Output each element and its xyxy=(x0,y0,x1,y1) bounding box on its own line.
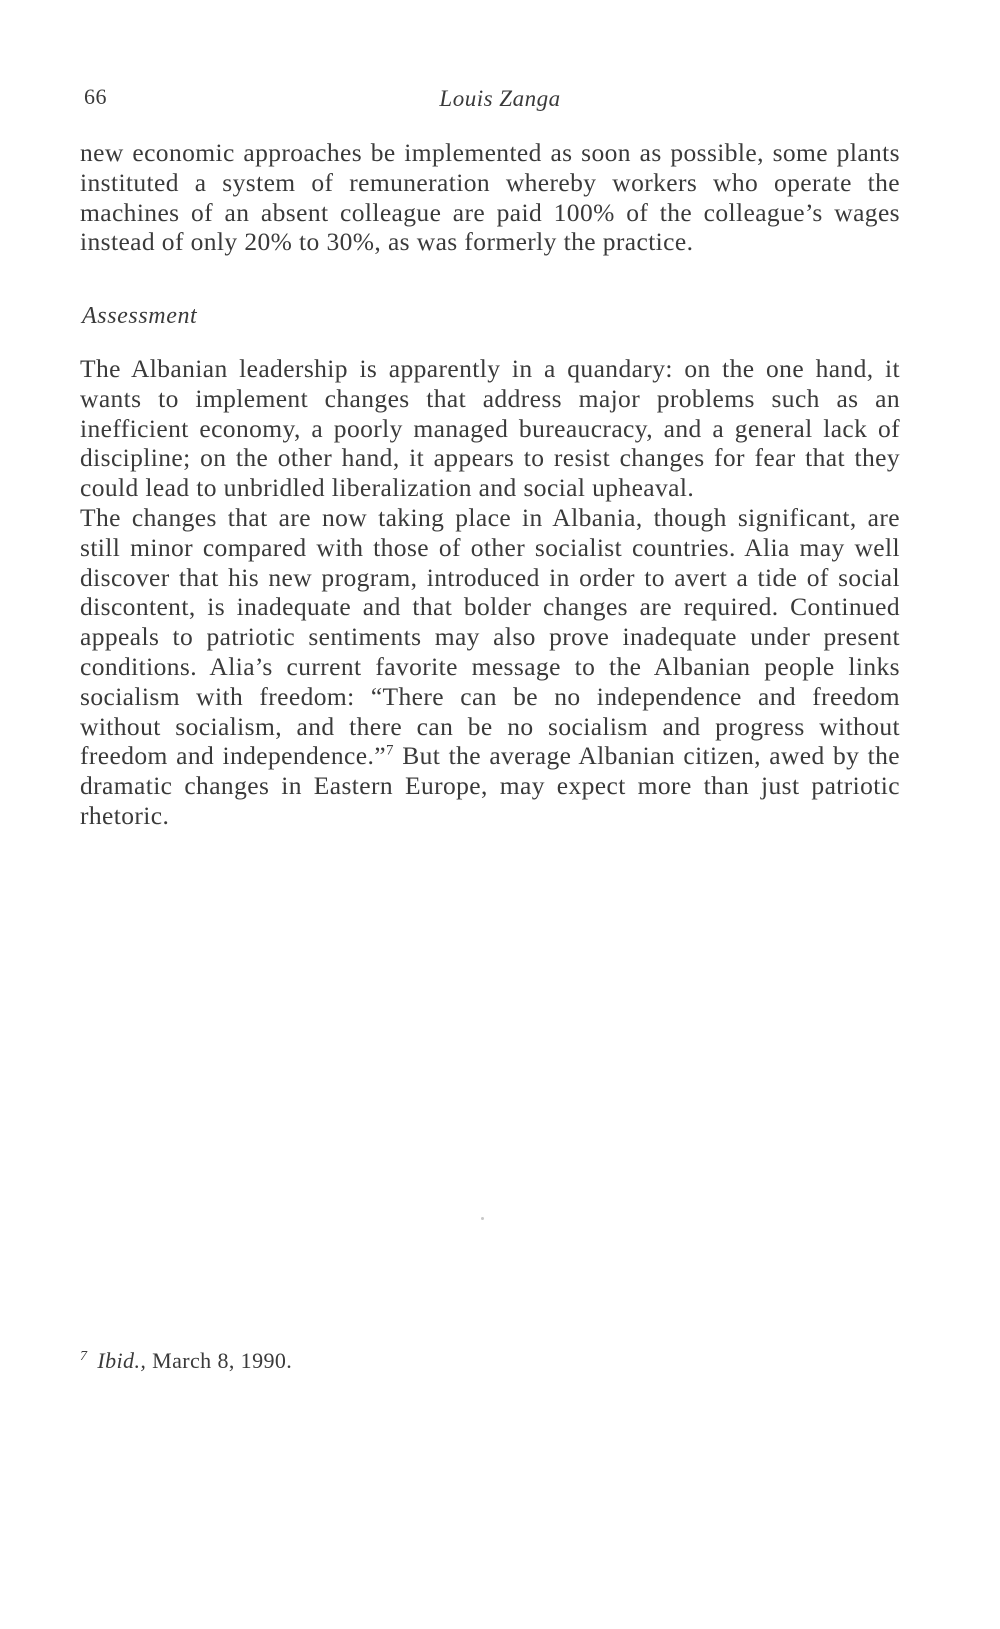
footnote-marker: 7 xyxy=(80,1348,88,1364)
page-number: 66 xyxy=(84,84,107,109)
footnote-citation: March 8, 1990. xyxy=(146,1348,293,1373)
footnote-source: Ibid., xyxy=(97,1348,147,1373)
assessment-paragraph-2-part-2: But the average Albanian citizen, awed by the dramatic changes in Eastern Europe, may expect more than just patriotic rhetoric. xyxy=(80,741,900,830)
footnote xyxy=(80,1348,292,1374)
scan-speck xyxy=(481,1217,484,1220)
assessment-paragraph-2-text xyxy=(80,503,900,831)
assessment-paragraph-1-text: The Albanian leadership is apparently in a quandary: on the one hand, it wants to implement changes that address major problems such as an inefficient economy, a poorly managed bureaucracy, and a general lack of discipline; on the other hand, it appears to resist changes for fear that they could lead to unbridled liberalization and social upheaval. xyxy=(80,354,900,503)
running-head: Louis Zanga xyxy=(439,86,561,111)
section-heading: Assessment xyxy=(82,303,198,329)
assessment-paragraph-2-part-1: The changes that are now taking place in Albania, though significant, are still minor compared with those of other socialist countries. Alia may well discover that his new program, introduced in order to avert a tide of social discontent, is inadequate and that bolder changes are required. Continued appeals to patriotic sentiments may also prove inadequate under present conditions. Alia’s current favorite message to the Albanian people links socialism with freedom: “There can be no independence and freedom without socialism, and there can be no socialism and progress without freedom and independence.” xyxy=(80,503,900,771)
intro-paragraph-text: new economic approaches be implemented as soon as possible, some plants instituted a system of remuneration whereby workers who operate the machines of an absent colleague are paid 100% of the colleague’s wages instead of only 20% to 30%, as was formerly the practice. xyxy=(80,138,900,257)
assessment-paragraph-1 xyxy=(80,354,900,503)
footnote-reference: 7 xyxy=(385,742,394,759)
assessment-paragraph-2 xyxy=(80,503,900,831)
intro-paragraph xyxy=(80,138,900,257)
